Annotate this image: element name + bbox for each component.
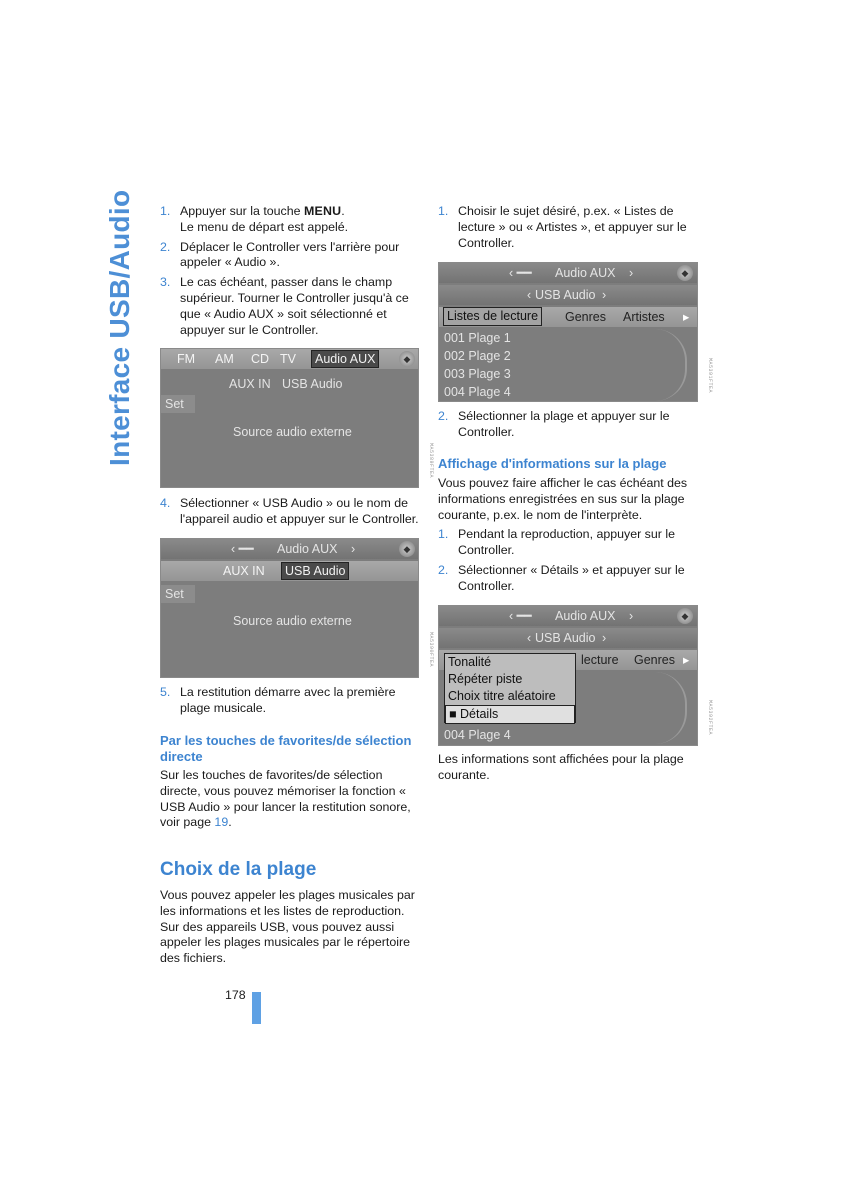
left-step-4 [160, 496, 420, 532]
sub-aux-in: AUX IN [229, 377, 271, 391]
step-number: 1. [438, 527, 449, 542]
nav-right-arrow: › [602, 288, 607, 302]
tab-am: AM [215, 352, 234, 366]
screenshot-audio-aux-menu [160, 348, 419, 488]
sub-usb-audio: USB Audio [535, 631, 596, 645]
image-code: MA5390FTEA [427, 632, 434, 668]
tab-fm: FM [177, 352, 196, 366]
step-number: 1. [438, 204, 449, 218]
category-tab-bar [439, 307, 697, 327]
menu-key-label: MENU [303, 204, 342, 218]
info-heading: Affichage d'informations sur la plage [438, 456, 667, 471]
screen-title: Audio AUX [555, 609, 616, 623]
menu-item-repeat-track[interactable]: Répéter piste [448, 672, 523, 686]
info-paragraph: Vous pouvez faire afficher le cas échéant des informations enregistrées en sus sur la plage courante, p.ex. le nom de l'interprète. [438, 476, 688, 522]
step-item [160, 496, 420, 528]
image-code: MA5391FTEA [706, 358, 713, 394]
title-bar [439, 606, 697, 626]
sub-aux-in: AUX IN [223, 564, 265, 578]
set-label: Set [161, 395, 195, 413]
step-text: Sélectionner « USB Audio » ou le nom de l'appareil audio et appuyer sur le Controller. [180, 496, 419, 526]
details-checkbox-icon: ■ [449, 707, 461, 721]
favorites-paragraph [160, 768, 420, 831]
step-number: 2. [438, 409, 449, 423]
step-number: 3. [160, 275, 171, 290]
left-steps-a [160, 204, 420, 342]
sub-usb-audio: USB Audio [535, 288, 596, 302]
tab-genres: Genres [634, 653, 675, 667]
step-number: 4. [160, 496, 171, 510]
end-paragraph: Les informations sont affichées pour la plage courante. [438, 752, 684, 782]
title-bar [161, 539, 418, 559]
scroll-right-icon: ▸ [683, 310, 690, 324]
step-item [438, 563, 700, 595]
tab-genres: Genres [565, 310, 606, 324]
favorites-section [160, 733, 420, 831]
nav-left-arrow: ‹ [527, 288, 532, 302]
sub-bar [439, 628, 697, 648]
tab-lecture: lecture [581, 653, 619, 667]
controller-icon: ◆ [399, 541, 415, 557]
nav-arrows: ‹ ━━ [509, 266, 532, 280]
nav-right-arrow: › [351, 542, 356, 556]
menu-item-random[interactable]: Choix titre aléatoire [448, 689, 556, 703]
scroll-arc [655, 672, 687, 744]
step-item [160, 240, 420, 272]
controller-icon: ◆ [677, 608, 693, 624]
step-text: Sélectionner la plage et appuyer sur le Controller. [458, 409, 670, 439]
nav-right-arrow: › [629, 609, 634, 623]
sub-usb-audio-selected: USB Audio [281, 562, 349, 580]
tab-audio-aux-selected: Audio AUX [311, 350, 379, 368]
set-label: Set [161, 585, 195, 603]
step-item [160, 685, 420, 717]
step-item [438, 409, 700, 441]
side-section-title: Interface USB/Audio [104, 189, 135, 466]
controller-icon: ◆ [677, 265, 693, 281]
step-number: 1. [160, 204, 171, 218]
tab-tv: TV [280, 352, 296, 366]
track-item: 003 Plage 3 [444, 367, 511, 381]
choix-paragraph: Vous pouvez appeler les plages musicales par les informations et les listes de reproduction. Sur des appareils USB, vous pouvez aussi appeler les plages musicales par le répertoire des fichiers. [160, 888, 415, 966]
step-item [160, 204, 420, 236]
end-paragraph-block [438, 752, 700, 784]
step-number: 2. [438, 562, 449, 577]
left-step-5 [160, 685, 420, 721]
step-text: Sélectionner « Détails » et appuyer sur le Controller. [458, 562, 685, 593]
step-text: Déplacer le Controller vers l'arrière pour appeler « Audio ». [180, 239, 400, 270]
step-text: Le cas échéant, passer dans le champ supérieur. Tourner le Controller jusqu'à ce que « Audio AUX » soit sélectionné et appuyer sur le Controller. [180, 275, 409, 337]
right-step-2 [438, 409, 700, 445]
favorites-heading: Par les touches de favorites/de sélection directe [160, 733, 412, 764]
screen-title: Audio AUX [555, 266, 616, 280]
step-text: La restitution démarre avec la première plage musicale. [180, 685, 396, 715]
tab-artists: Artistes [623, 310, 665, 324]
screenshot-usb-audio-select [160, 538, 419, 678]
page-reference-link[interactable]: 19 [214, 815, 229, 830]
track-item: 001 Plage 1 [444, 331, 511, 345]
menu-item-tonalite[interactable]: Tonalité [448, 655, 492, 669]
sub-bar [161, 561, 418, 581]
choix-section [160, 858, 420, 967]
nav-left-arrow: ‹ [527, 631, 532, 645]
step-text-line2: Le menu de départ est appelé. [180, 219, 349, 234]
page-number: 178 [225, 988, 246, 1002]
step-item [160, 275, 420, 338]
external-source-text: Source audio externe [233, 425, 352, 439]
scroll-arc [655, 329, 687, 401]
step-text-end: . [341, 204, 345, 218]
controller-icon: ◆ [399, 351, 415, 367]
nav-right-arrow: › [602, 631, 607, 645]
tab-playlists-selected: Listes de lecture [443, 307, 542, 326]
step-item [438, 527, 700, 559]
step-text: Pendant la reproduction, appuyer sur le Controller. [458, 527, 675, 558]
step-text: Choisir le sujet désiré, p.ex. « Listes de lecture » ou « Artistes », et appuyer sur le Controller. [458, 204, 687, 250]
screen-title: Audio AUX [277, 542, 338, 556]
image-code: MA5389FTEA [427, 443, 434, 479]
track-item: 004 Plage 4 [444, 385, 511, 399]
section-heading: Choix de la plage [160, 859, 317, 880]
step-text: Appuyer sur la touche [180, 204, 304, 218]
scroll-right-icon: ▸ [683, 653, 690, 667]
step-item [438, 204, 700, 251]
nav-arrows: ‹ ━━ [509, 609, 532, 623]
sub-bar [439, 285, 697, 305]
menu-item-details-label: Détails [460, 707, 499, 721]
screenshot-playlists [438, 262, 698, 402]
step-number: 5. [160, 685, 171, 699]
nav-right-arrow: › [629, 266, 634, 280]
menu-item-details-selected[interactable] [445, 705, 575, 724]
image-code: MA5392FTEA [706, 700, 713, 736]
step-number: 2. [160, 239, 171, 254]
external-source-text: Source audio externe [233, 614, 352, 628]
page-marker-bar [252, 992, 261, 1024]
source-tab-bar [161, 349, 418, 369]
track-item: 004 Plage 4 [444, 728, 511, 742]
right-step-1 [438, 204, 700, 255]
nav-arrows: ‹ ━━ [231, 542, 254, 556]
favorites-text: Sur les touches de favorites/de sélection directe, vous pouvez mémoriser la fonction « USB Audio » pour lancer la restitution sonore, voir page [160, 768, 411, 830]
title-bar [439, 263, 697, 283]
track-item: 002 Plage 2 [444, 349, 511, 363]
tab-cd: CD [251, 352, 270, 366]
info-section [438, 456, 700, 599]
screenshot-details-menu [438, 605, 698, 746]
options-popup-menu [444, 653, 576, 723]
sub-usb-audio: USB Audio [282, 377, 343, 391]
favorites-text-end: . [228, 815, 232, 830]
